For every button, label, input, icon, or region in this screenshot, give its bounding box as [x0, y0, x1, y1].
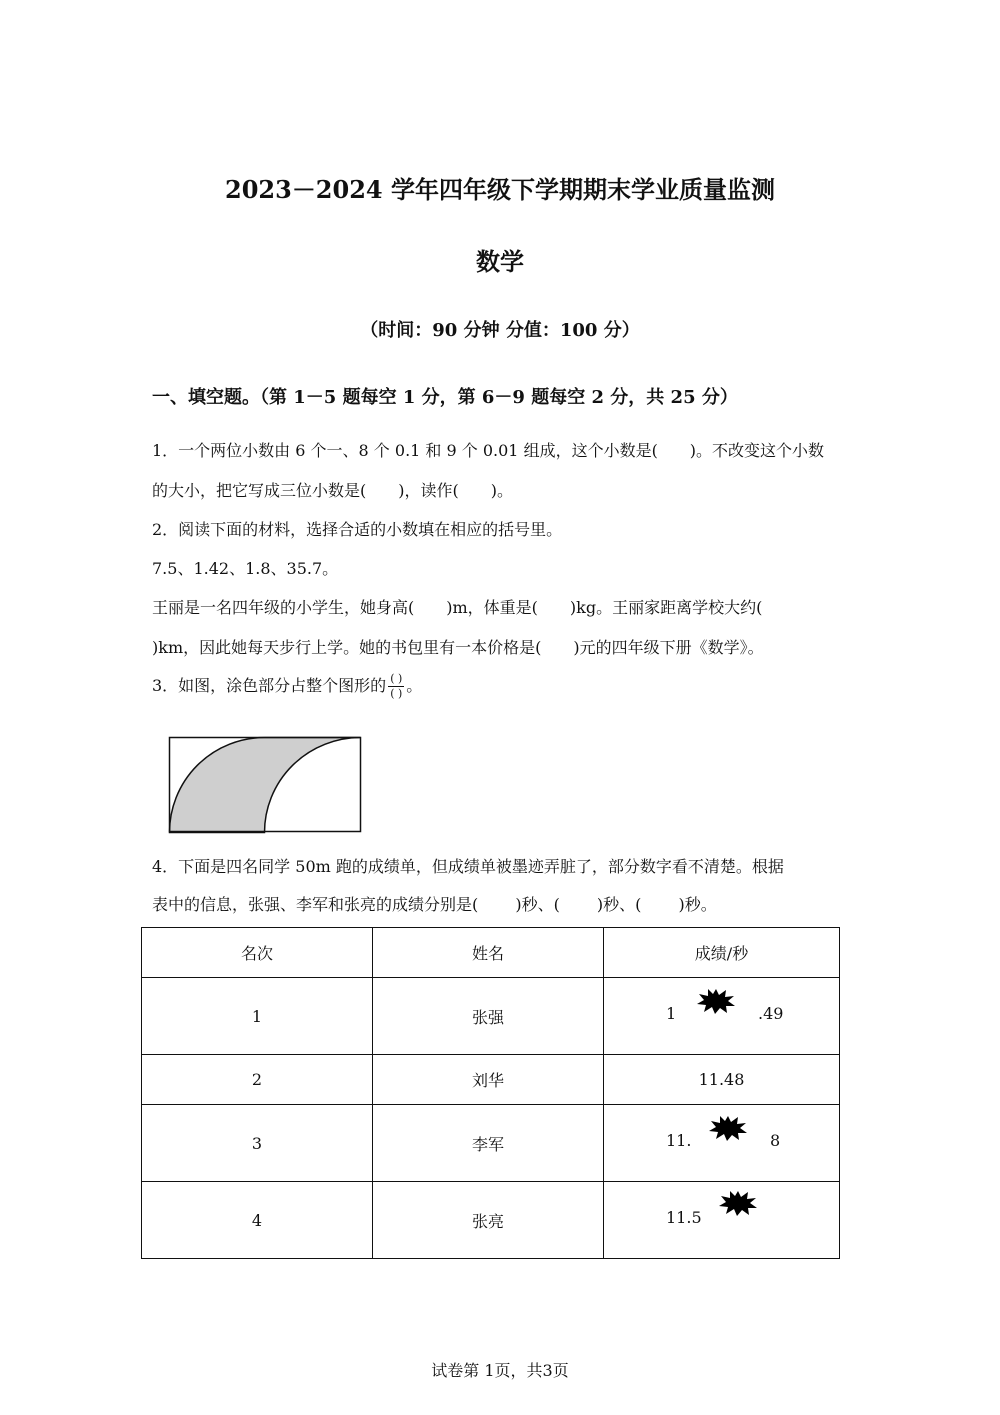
table-row	[142, 1182, 840, 1259]
q2-line1: 2．阅读下面的材料，选择合适的小数填在相应的括号里。	[152, 520, 563, 539]
score-left-text: 11.5	[666, 1208, 702, 1227]
page-footer: 试卷第 1页，共3页	[431, 1361, 569, 1380]
score-right-text: .49	[758, 1004, 784, 1023]
name-cell: 张强	[373, 978, 604, 1055]
exam-title: 2023－2024 学年四年级下学期期末学业质量监测	[225, 175, 775, 204]
shaded-arc-figure	[168, 736, 364, 834]
shaded-region	[170, 738, 361, 833]
blank-fraction	[388, 672, 404, 701]
q4-line2: 表中的信息，张强、李军和张亮的成绩分别是( )秒、( )秒、( )秒。	[152, 895, 717, 914]
score-cell	[604, 1105, 840, 1182]
name-cell: 李军	[373, 1105, 604, 1182]
section-heading: 一、填空题。（第 1－5 题每空 1 分，第 6－9 题每空 2 分，共 25 分）	[152, 387, 738, 408]
header-rank: 名次	[142, 928, 373, 978]
q2-line4: )km，因此她每天步行上学。她的书包里有一本价格是( )元的四年级下册《数学》。	[152, 638, 764, 657]
header-score: 成绩/秒	[604, 928, 840, 978]
name-cell: 张亮	[373, 1182, 604, 1259]
score-right-text: 8	[770, 1131, 781, 1150]
ink-blot-icon	[696, 988, 736, 1014]
rank-cell: 1	[142, 978, 373, 1055]
header-name: 姓名	[373, 928, 604, 978]
ink-blot-icon	[708, 1115, 748, 1141]
table-row	[142, 978, 840, 1055]
fraction-numerator: ( )	[390, 672, 403, 685]
rank-cell: 4	[142, 1182, 373, 1259]
table-header-row	[142, 928, 840, 978]
table-row	[142, 1105, 840, 1182]
q1-line2: 的大小，把它写成三位小数是( )，读作( )。	[152, 481, 513, 500]
score-cell	[604, 978, 840, 1055]
name-cell: 刘华	[373, 1055, 604, 1105]
score-cell: 11.48	[604, 1055, 840, 1105]
score-left-text: 11.	[666, 1131, 692, 1150]
rank-cell: 3	[142, 1105, 373, 1182]
score-left-text: 1	[666, 1004, 677, 1023]
table-row	[142, 1055, 840, 1105]
score-table	[141, 927, 840, 1259]
score-cell	[604, 1182, 840, 1259]
q2-line2: 7.5、1.42、1.8、35.7。	[152, 559, 339, 578]
exam-meta: （时间：90 分钟 分值：100 分）	[360, 320, 640, 341]
fraction-denominator: ( )	[390, 687, 403, 700]
rank-cell: 2	[142, 1055, 373, 1105]
q3-suffix: 。	[406, 676, 423, 695]
ink-blot-icon	[718, 1190, 758, 1216]
q2-line3: 王丽是一名四年级的小学生，她身高( )m，体重是( )kg。王丽家距离学校大约(	[152, 598, 763, 617]
q3-prefix: 3．如图，涂色部分占整个图形的	[152, 676, 387, 695]
q1-line1: 1．一个两位小数由 6 个一、8 个 0.1 和 9 个 0.01 组成，这个小数是( )。不改变这个小数	[152, 441, 825, 460]
subject-title: 数学	[476, 247, 524, 276]
q3-line	[152, 672, 422, 701]
q4-line1: 4．下面是四名同学 50m 跑的成绩单，但成绩单被墨迹弄脏了，部分数字看不清楚。根据	[152, 857, 784, 876]
